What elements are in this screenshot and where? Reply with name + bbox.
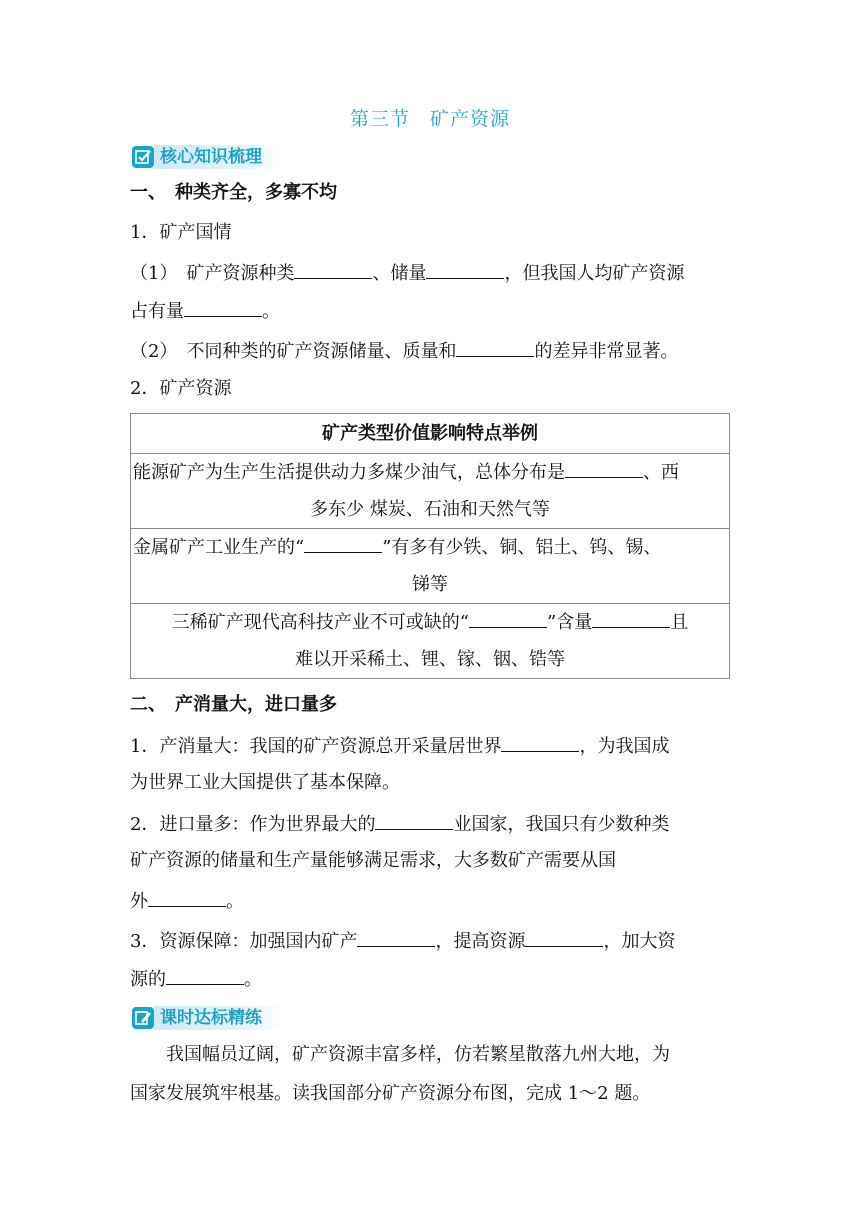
answer-blank [375,811,453,830]
para-2-line2: 矿产资源的储量和生产量能够满足需求，大多数矿产需要从国 [130,850,616,871]
para-3-line1: 3．资源保障：加强国内矿产 ，提高资源 ，加大资 [130,928,675,954]
para-3-line2: 源的 。 [130,966,262,992]
core-knowledge-banner [132,144,284,170]
answer-blank [148,888,226,907]
question-2-line: （2） 不同种类的矿产资源储量、质量和 的差异非常显著。 [130,338,678,364]
answer-blank [501,733,579,752]
practice-banner [132,1005,284,1031]
answer-blank [357,928,435,947]
para-2-line3: 外 。 [130,888,244,914]
part1-heading: 一、 种类齐全，多寡不均 [130,182,337,203]
banner-label: 核心知识梳理 [154,145,284,169]
answer-blank [592,609,670,628]
table-row: 能源矿产为生产生活提供动力多煤少油气，总体分布是 、西 多东少 煤炭、石油和天然气等 [131,454,730,529]
page-title: 第三节 矿产资源 [349,108,510,130]
practice-line1: 我国幅员辽阔，矿产资源丰富多样，仿若繁星散落九州大地，为 [166,1044,670,1065]
answer-blank [184,298,262,317]
question-1-line2: 占有量 。 [130,298,280,324]
answer-blank [426,260,504,279]
checkbox-icon [132,146,154,168]
mineral-table [130,413,730,679]
answer-blank [304,534,382,553]
pencil-icon [132,1007,154,1029]
practice-line2: 国家发展筑牢根基。读我国部分矿产资源分布图，完成 1～2 题。 [130,1083,651,1104]
item2-title: 2．矿产资源 [130,378,232,399]
answer-blank [456,338,534,357]
answer-blank [166,966,244,985]
answer-blank [525,928,603,947]
table-row: 金属矿产工业生产的“ ”有多有少铁、铜、铝土、钨、锡、 锑等 [131,529,730,604]
item1-title: 1．矿产国情 [130,222,232,243]
answer-blank [294,260,372,279]
table-row: 三稀矿产现代高科技产业不可或缺的“ ”含量 且 难以开采稀土、锂、镓、铟、锆等 [131,604,730,679]
part2-heading: 二、 产消量大，进口量多 [130,694,337,715]
para-2-line1: 2．进口量多：作为世界最大的 业国家，我国只有少数种类 [130,811,669,837]
para-1-line2: 为世界工业大国提供了基本保障。 [130,772,400,793]
answer-blank [469,609,547,628]
question-1-line1: （1） 矿产资源种类 、储量 ，但我国人均矿产资源 [130,260,684,286]
para-1-line1: 1．产消量大：我国的矿产资源总开采量居世界 ，为我国成 [130,733,669,759]
banner-label: 课时达标精练 [154,1006,284,1030]
table-header: 矿产类型价值影响特点举例 [131,414,730,454]
answer-blank [565,459,643,478]
